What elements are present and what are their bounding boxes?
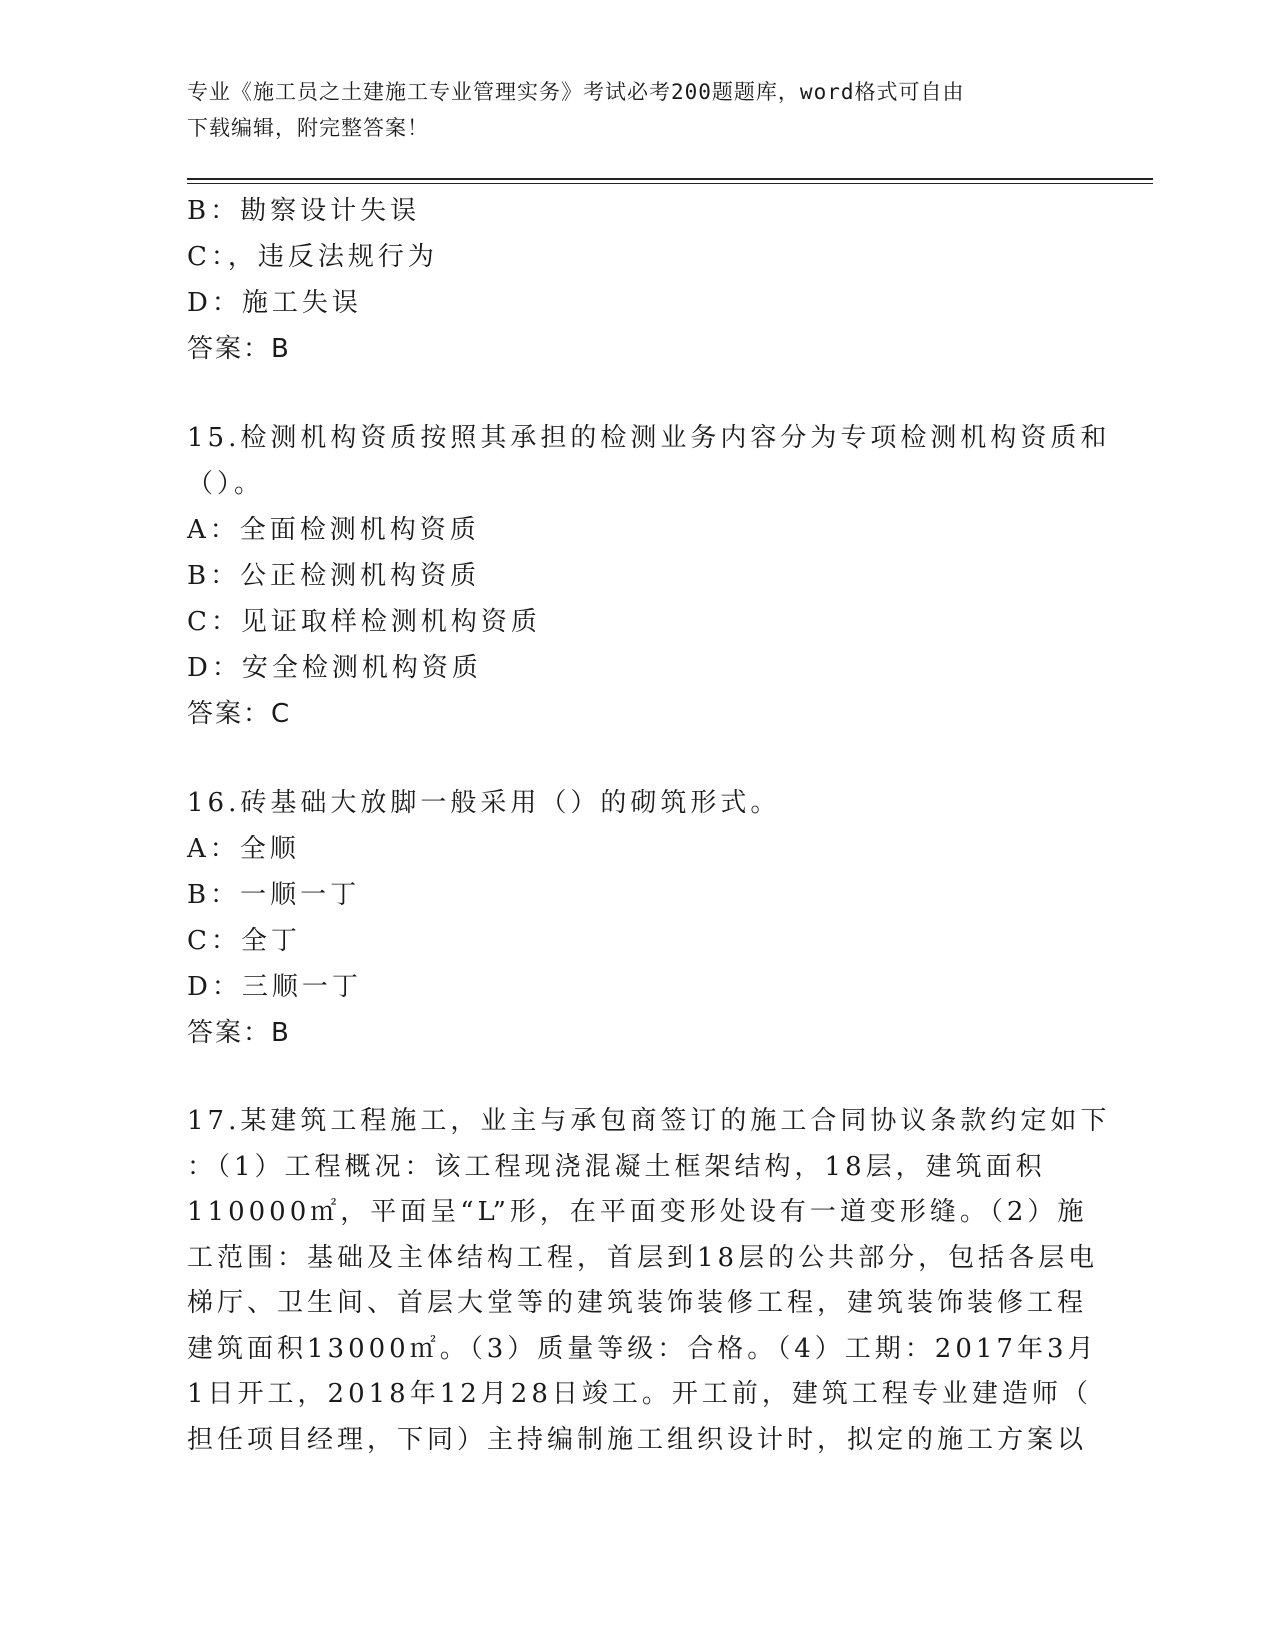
- option-b: B：公正检测机构资质: [187, 561, 481, 591]
- option-d: D：施工失误: [187, 288, 362, 318]
- question-text-line: 担任项目经理，下同）主持编制施工组织设计时，拟定的施工方案以: [187, 1424, 1088, 1455]
- question-spacer: [187, 737, 1077, 780]
- question-text-line: 工范围：基础及主体结构工程，首层到18层的公共部分，包括各层电: [187, 1242, 1099, 1273]
- option-c: C：见证取样检测机构资质: [187, 607, 541, 637]
- question-spacer: [187, 1056, 1077, 1099]
- question-14-tail: [187, 188, 1077, 372]
- option-d: D：安全检测机构资质: [187, 653, 482, 683]
- option-b: B：一顺一丁: [187, 880, 361, 910]
- question-content: [187, 188, 1111, 1463]
- answer-line: 答案：B: [187, 334, 291, 364]
- option-b: B：勘察设计失误: [187, 196, 421, 226]
- header-line-1: 专业《施工员之土建施工专业管理实务》考试必考200题题库，word格式可自由: [187, 80, 965, 104]
- question-text-line: 110000㎡，平面呈“L”形，在平面变形处设有一道变形缝。（2）施: [187, 1197, 1088, 1227]
- question-stem-line: （）。: [187, 469, 265, 499]
- option-a: A：全面检测机构资质: [187, 515, 480, 545]
- question-16: [187, 780, 1077, 1056]
- question-text-line: ：（1）工程概况：该工程现浇混凝土框架结构，18层，建筑面积: [187, 1151, 1046, 1182]
- question-stem-line: 16.砖基础大放脚一般采用（）的砌筑形式。: [187, 788, 781, 818]
- question-spacer: [187, 372, 1077, 415]
- answer-line: 答案：B: [187, 1018, 291, 1048]
- question-17: [187, 1099, 1111, 1463]
- question-15: [187, 415, 1111, 737]
- question-text-line: 1日开工，2018年12月28日竣工。开工前，建筑工程专业建造师（: [187, 1379, 1092, 1409]
- question-text-line: 17.某建筑工程施工，业主与承包商签订的施工合同协议条款约定如下: [187, 1106, 1111, 1136]
- document-header: [187, 74, 1067, 146]
- answer-line: 答案：C: [187, 699, 292, 729]
- header-rule-thin: [187, 183, 1153, 184]
- question-text-line: 梯厅、卫生间、首层大堂等的建筑装饰装修工程，建筑装饰装修工程: [187, 1288, 1088, 1318]
- question-text-line: 建筑面积13000㎡。（3）质量等级：合格。（4）工期：2017年3月: [187, 1333, 1098, 1364]
- option-c: C：全丁: [187, 926, 301, 956]
- header-rule-thick: [187, 178, 1153, 180]
- option-a: A：全顺: [187, 834, 300, 864]
- option-c: C：，违反法规行为: [187, 242, 438, 272]
- option-d: D：三顺一丁: [187, 972, 362, 1002]
- question-stem-line: 15.检测机构资质按照其承担的检测业务内容分为专项检测机构资质和: [187, 423, 1111, 453]
- header-line-2: 下载编辑，附完整答案！: [187, 116, 429, 140]
